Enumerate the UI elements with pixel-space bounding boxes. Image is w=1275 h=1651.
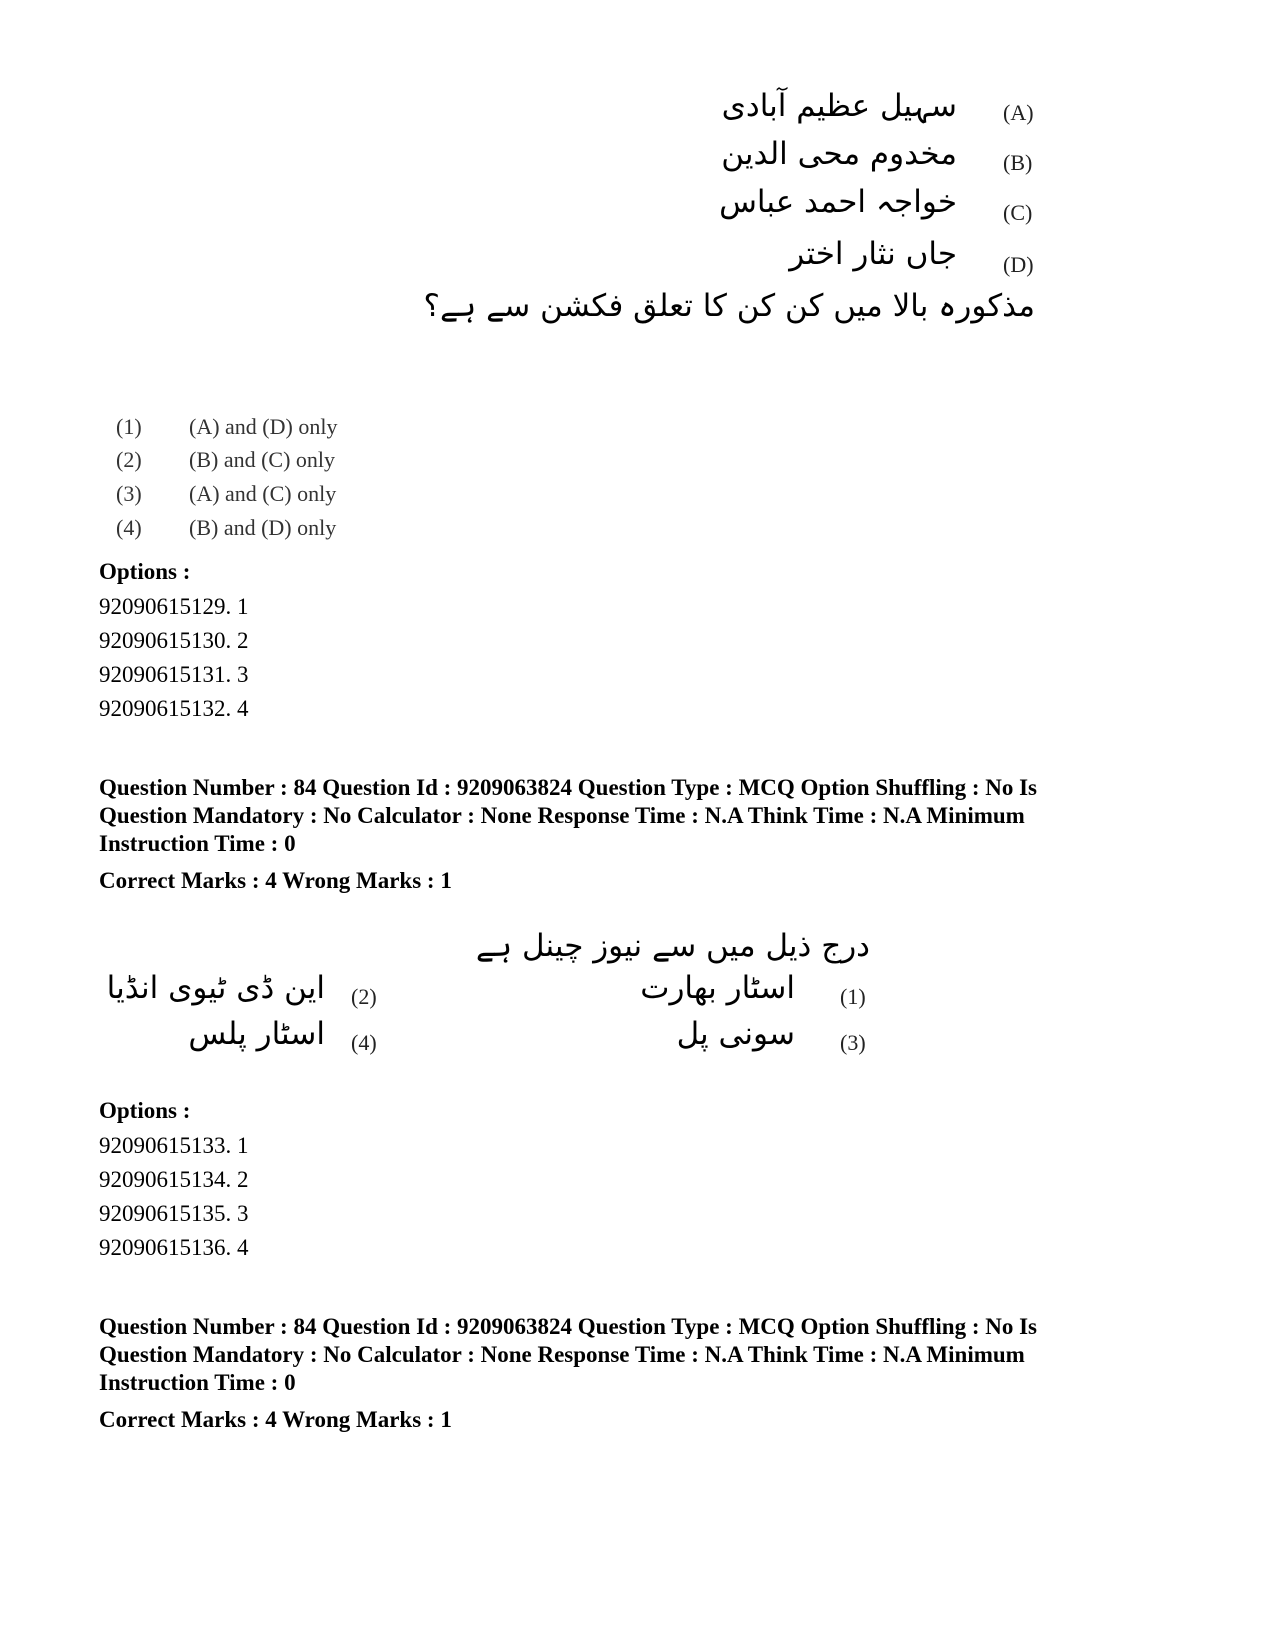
statement-d-text: جاں نثار اختر <box>789 236 957 272</box>
statement-b-text: مخدوم محی الدین <box>721 136 957 172</box>
choice-num: (1) <box>116 414 142 439</box>
option-id: 92090615134. 2 <box>99 1167 249 1192</box>
choice-3-num: (3) <box>840 1030 866 1055</box>
statement-a-label: (A) <box>1003 100 1034 125</box>
statement-a-text: سہیل عظیم آبادی <box>721 88 957 124</box>
meta-line: Instruction Time : 0 <box>99 831 296 856</box>
choice-1-num: (1) <box>840 984 866 1009</box>
marks-line: Correct Marks : 4 Wrong Marks : 1 <box>99 1407 452 1432</box>
option-id: 92090615133. 1 <box>99 1133 249 1158</box>
question-meta <box>99 774 1179 858</box>
choice-2 <box>116 447 335 473</box>
meta-line: Question Number : 84 Question Id : 9209063824 Question Type : MCQ Option Shuffling : No Is <box>99 1314 1038 1339</box>
option-id: 92090615135. 3 <box>99 1201 249 1226</box>
meta-line: Question Mandatory : No Calculator : None Response Time : N.A Think Time : N.A Minimum <box>99 1342 1025 1367</box>
choice-4-text: اسٹار پلس <box>188 1016 325 1052</box>
statement-b-label: (B) <box>1003 150 1033 175</box>
statement-c-label: (C) <box>1003 200 1033 225</box>
options-title: Options : <box>99 1098 191 1123</box>
meta-line: Instruction Time : 0 <box>99 1370 296 1395</box>
choice-1-text: اسٹار بھارت <box>640 970 795 1006</box>
choice-text: (A) and (C) only <box>189 481 337 506</box>
meta-line: Question Mandatory : No Calculator : None Response Time : N.A Think Time : N.A Minimum <box>99 803 1025 828</box>
choice-3-text: سونی پل <box>676 1016 795 1052</box>
choice-text: (B) and (D) only <box>189 515 337 540</box>
choice-2-text: این ڈی ٹیوی انڈیا <box>106 970 325 1006</box>
question-text: درج ذیل میں سے نیوز چینل ہے <box>475 928 870 964</box>
choice-text: (A) and (D) only <box>189 414 338 439</box>
marks-line: Correct Marks : 4 Wrong Marks : 1 <box>99 868 452 893</box>
choice-text: (B) and (C) only <box>189 447 336 472</box>
choice-4-num: (4) <box>351 1030 377 1055</box>
option-id: 92090615132. 4 <box>99 696 249 721</box>
meta-line: Question Number : 84 Question Id : 9209063824 Question Type : MCQ Option Shuffling : No Is <box>99 775 1038 800</box>
choice-4 <box>116 515 336 541</box>
statement-c-text: خواجہ احمد عباس <box>719 184 957 220</box>
question-text: مذکورہ بالا میں کن کن کا تعلق فکشن سے ہے؟ <box>423 288 1035 324</box>
choice-num: (3) <box>116 481 142 506</box>
option-id: 92090615129. 1 <box>99 594 249 619</box>
options-title: Options : <box>99 559 191 584</box>
option-id: 92090615130. 2 <box>99 628 249 653</box>
option-id: 92090615136. 4 <box>99 1235 249 1260</box>
choice-num: (2) <box>116 447 142 472</box>
option-id: 92090615131. 3 <box>99 662 249 687</box>
choice-2-num: (2) <box>351 984 377 1009</box>
choice-1 <box>116 414 337 440</box>
question-meta <box>99 1313 1179 1397</box>
statement-d-label: (D) <box>1003 252 1034 277</box>
choice-num: (4) <box>116 515 142 540</box>
choice-3 <box>116 481 336 507</box>
